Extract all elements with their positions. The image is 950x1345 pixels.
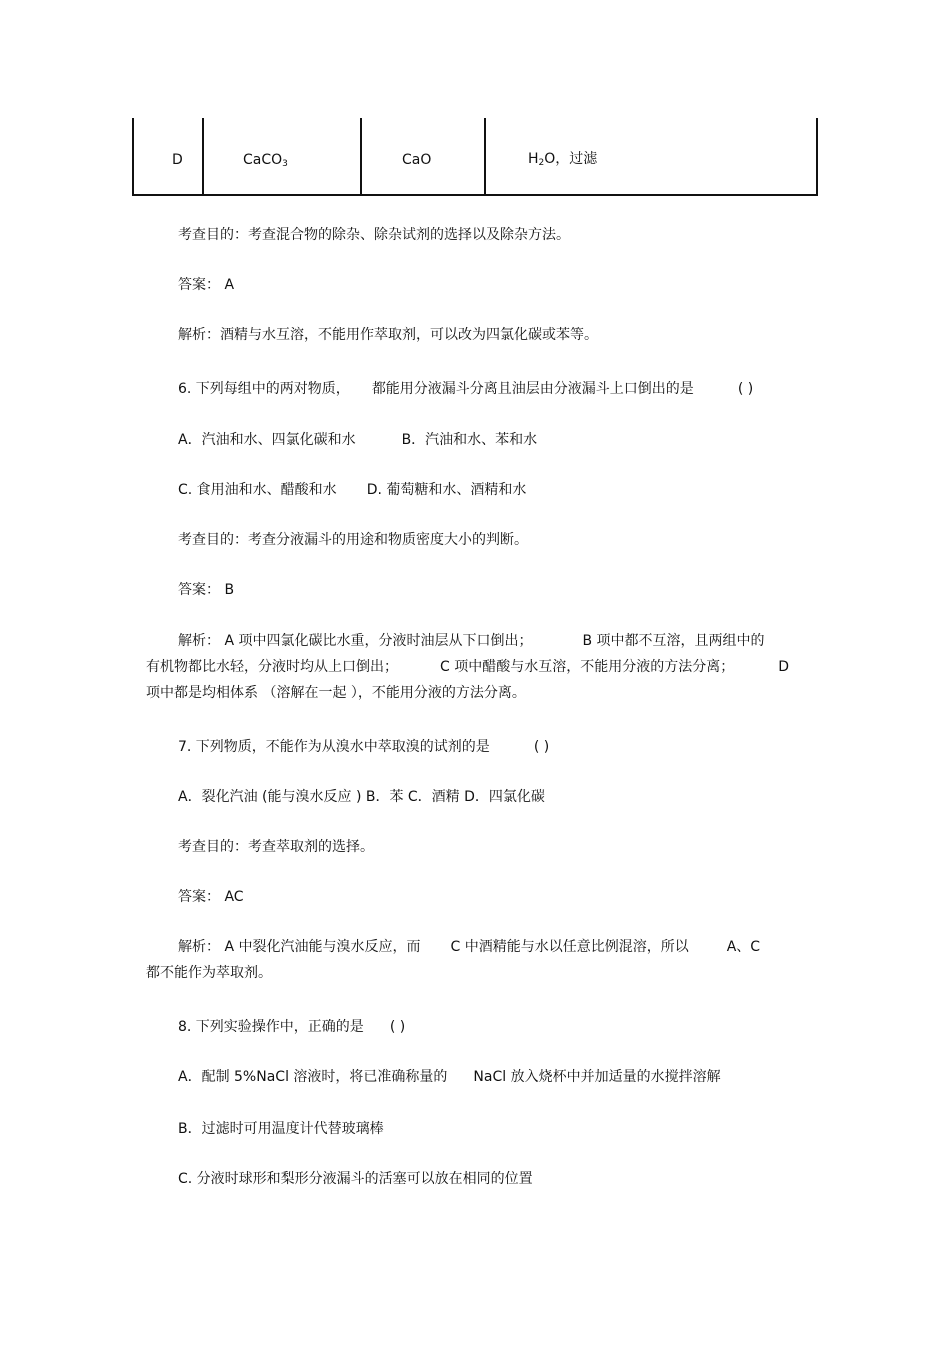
q8-option-a: A．配制 5%NaCl 溶液时，将已准确称量的 NaCl 放入烧杯中并加适量的水搅拌溶解 — [178, 1069, 721, 1085]
q6-option-b: B．汽油和水、苯和水 — [401, 432, 538, 448]
table-cell-method: $H_2O$，过滤 — [528, 151, 598, 168]
table-border-right — [816, 118, 818, 194]
q6-analysis-line1: 解析： A 项中四氯化碳比水重，分液时油层从下口倒出； B 项中都不互溶，且两组中的 — [178, 633, 765, 649]
table-border-left — [132, 118, 134, 194]
table-divider-3 — [484, 118, 486, 194]
table-divider-2 — [360, 118, 362, 194]
table-cell-impurity: CaO — [402, 152, 432, 168]
q6-analysis-line2: 有机物都比水轻，分液时均从上口倒出； C 项中醋酸与水互溶，不能用分液的方法分离； D — [146, 659, 790, 675]
q7-answer: 答案： AC — [178, 889, 244, 905]
table-cell-substance: CaCO$_3$ — [243, 152, 288, 169]
q6-option-a: A．汽油和水、四氯化碳和水 — [178, 432, 356, 448]
q6-options-cd — [178, 481, 526, 499]
q6-options-ab — [178, 431, 537, 449]
q7-purpose: 考查目的：考查萃取剂的选择。 — [178, 839, 374, 855]
q8-option-b: B．过滤时可用温度计代替玻璃棒 — [178, 1121, 384, 1137]
table-divider-1 — [202, 118, 204, 194]
reagent-table-row — [132, 118, 818, 196]
q7-analysis-line1: 解析： A 中裂化汽油能与溴水反应，而 C 中酒精能与水以任意比例混溶，所以 A、C — [178, 939, 761, 955]
q7-analysis-line2: 都不能作为萃取剂。 — [146, 965, 272, 981]
q6-option-d: D. 葡萄糖和水、酒精和水 — [366, 482, 527, 498]
q6-stem: 6. 下列每组中的两对物质， 都能用分液漏斗分离且油层由分液漏斗上口倒出的是 ( ) — [178, 381, 754, 397]
q6-answer: 答案： B — [178, 582, 235, 598]
q5-answer: 答案： A — [178, 277, 235, 293]
q5-analysis: 解析：酒精与水互溶，不能用作萃取剂，可以改为四氯化碳或苯等。 — [178, 327, 598, 343]
q6-purpose: 考查目的：考查分液漏斗的用途和物质密度大小的判断。 — [178, 532, 528, 548]
q8-option-c: C. 分液时球形和梨形分液漏斗的活塞可以放在相同的位置 — [178, 1171, 533, 1187]
q7-stem: 7. 下列物质，不能作为从溴水中萃取溴的试剂的是 ( ) — [178, 739, 550, 755]
q8-stem: 8. 下列实验操作中，正确的是 ( ) — [178, 1019, 406, 1035]
q7-options: A．裂化汽油 (能与溴水反应 ) B．苯 C．酒精 D．四氯化碳 — [178, 789, 545, 805]
q6-analysis-line3: 项中都是均相体系 （溶解在一起 ），不能用分液的方法分离。 — [146, 685, 526, 701]
q5-purpose: 考查目的：考查混合物的除杂、除杂试剂的选择以及除杂方法。 — [178, 227, 570, 243]
q6-option-c: C. 食用油和水、醋酸和水 — [178, 482, 337, 498]
table-cell-option: D — [172, 152, 183, 168]
